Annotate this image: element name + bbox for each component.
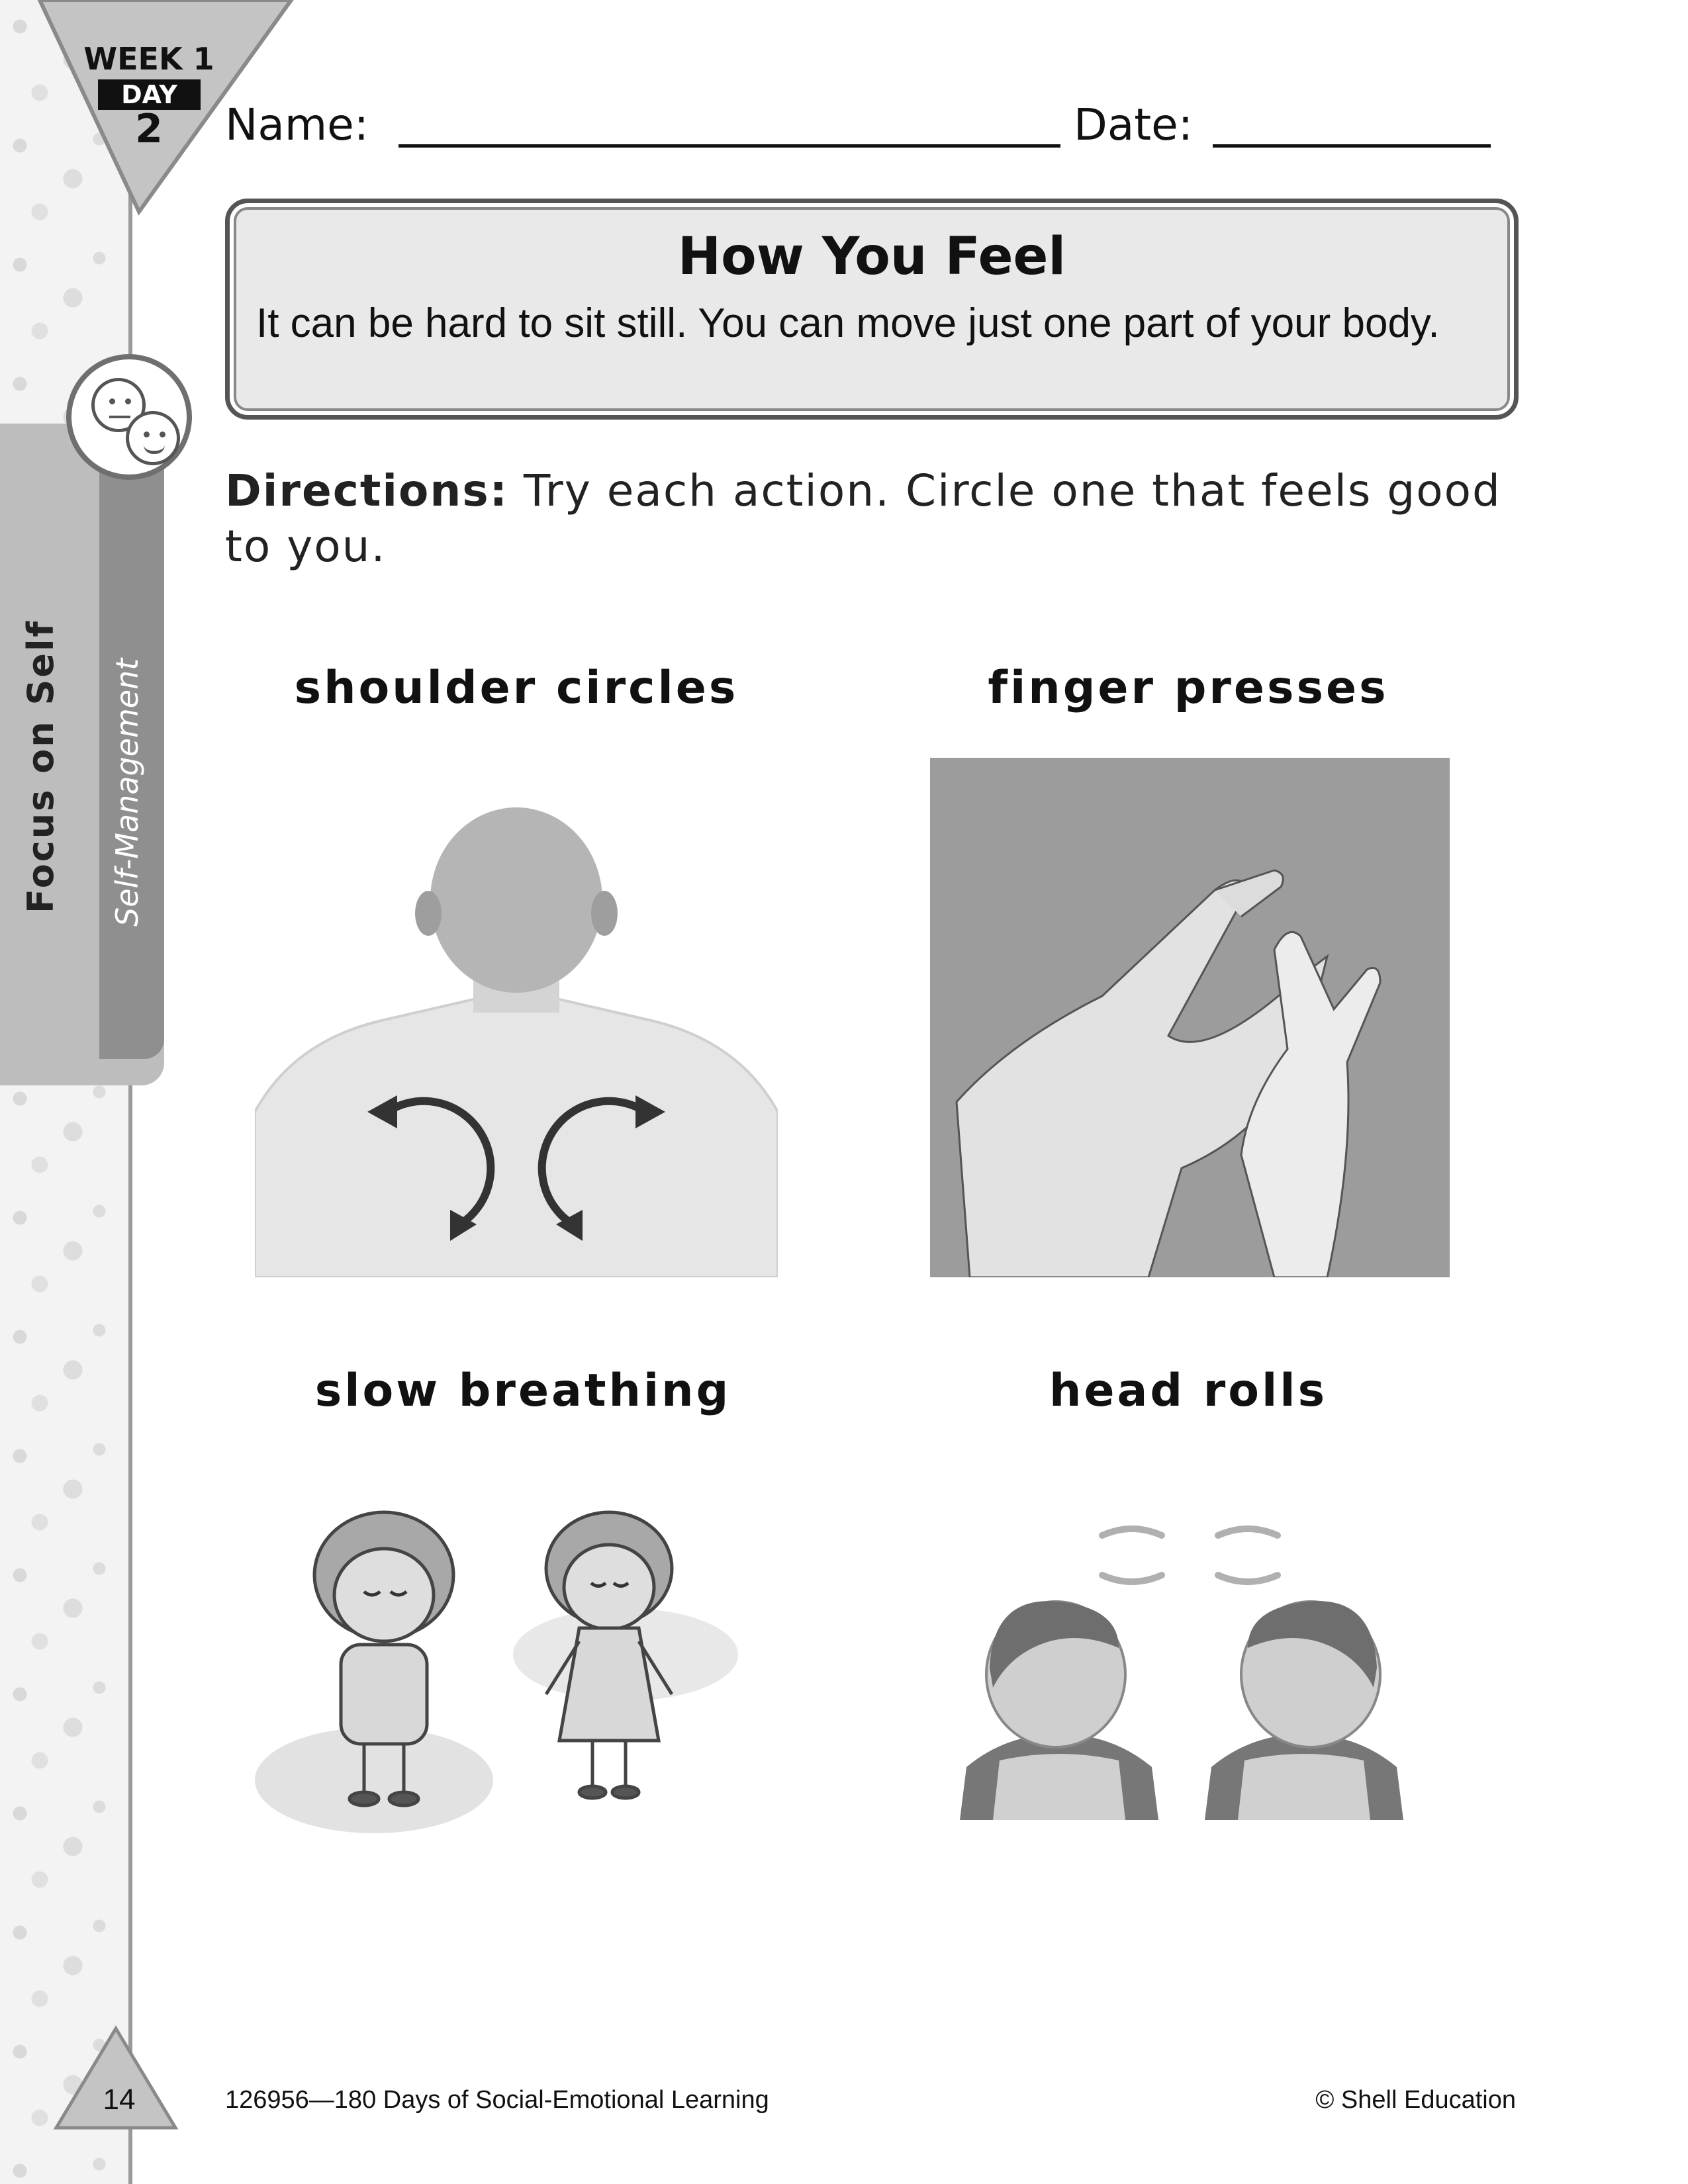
section-label: Focus on Self bbox=[20, 619, 62, 913]
day-number: 2 bbox=[135, 106, 163, 152]
feel-text: It can be hard to sit still. You can move just one part of your body. bbox=[256, 300, 1440, 346]
book-title: 126956—180 Days of Social-Emotional Learning bbox=[225, 2086, 769, 2114]
directions bbox=[225, 463, 1523, 574]
decorative-side-strip bbox=[0, 0, 132, 2184]
how-you-feel-box bbox=[225, 199, 1519, 420]
shoulder-circles-image[interactable] bbox=[255, 801, 778, 1277]
directions-label: Directions: bbox=[225, 465, 509, 516]
directions-text: Try each action. Circle one that feels good to you. bbox=[225, 465, 1501, 572]
feel-title: How You Feel bbox=[677, 227, 1066, 287]
faces-icon bbox=[66, 354, 192, 480]
activity-label-slow-breathing[interactable]: slow breathing bbox=[314, 1365, 731, 1417]
page-number: 14 bbox=[103, 2083, 136, 2116]
activity-label-finger-presses[interactable]: finger presses bbox=[988, 662, 1389, 714]
copyright: © Shell Education bbox=[1315, 2086, 1516, 2114]
name-label: Name: bbox=[225, 99, 369, 150]
week-label: WEEK 1 bbox=[83, 41, 214, 77]
finger-presses-image[interactable] bbox=[930, 758, 1450, 1277]
smile-face-icon bbox=[126, 411, 180, 465]
subsection-label: Self-Management bbox=[109, 658, 145, 927]
head-rolls-image[interactable] bbox=[953, 1516, 1430, 1820]
activity-label-head-rolls[interactable]: head rolls bbox=[1049, 1365, 1328, 1417]
activity-label-shoulder-circles[interactable]: shoulder circles bbox=[294, 662, 739, 714]
date-label: Date: bbox=[1074, 99, 1193, 150]
date-field-line[interactable] bbox=[1213, 144, 1491, 148]
day-label: DAY bbox=[98, 79, 201, 110]
name-field-line[interactable] bbox=[399, 144, 1060, 148]
slow-breathing-image[interactable] bbox=[255, 1502, 778, 1833]
